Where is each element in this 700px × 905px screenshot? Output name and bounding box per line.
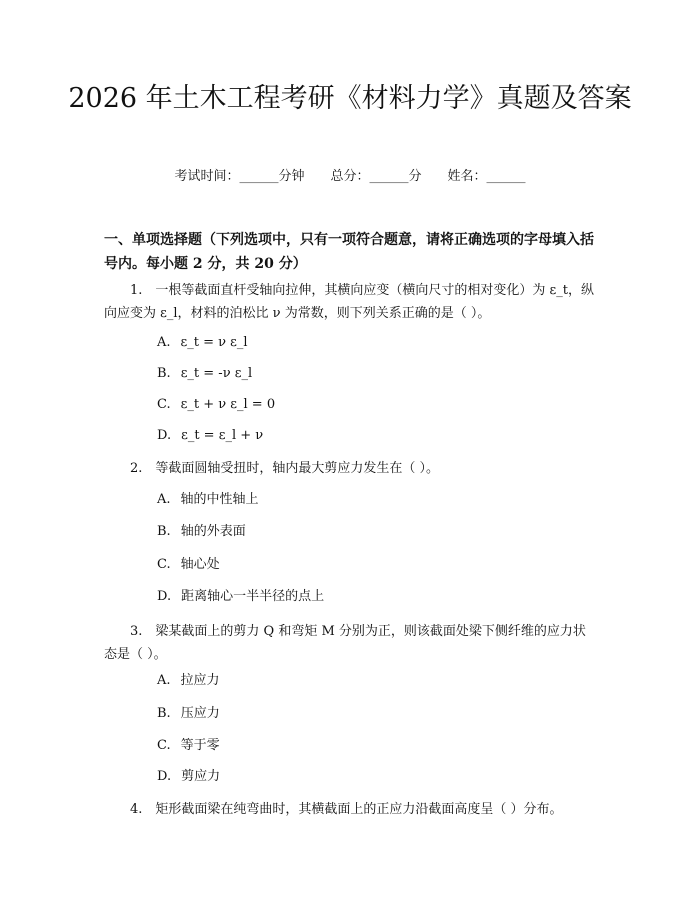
option-letter: A. <box>157 492 171 507</box>
option-letter: D. <box>157 589 172 604</box>
option-letter: D. <box>157 769 172 784</box>
total-score-field: 总分：______分 <box>330 169 422 184</box>
option-text: 轴的外表面 <box>180 524 246 539</box>
option-letter: C. <box>157 557 171 572</box>
option-text: 等于零 <box>180 738 220 753</box>
option-text: 轴的中性轴上 <box>180 492 259 507</box>
question-1-option-d <box>157 426 263 446</box>
option-letter: B. <box>157 524 171 539</box>
option-text: 距离轴心一半半径的点上 <box>181 589 325 604</box>
exam-time-field: 考试时间：______分钟 <box>174 169 305 184</box>
question-3-stem: 3. 梁某截面上的剪力 Q 和弯矩 M 分别为正，则该截面处梁下侧纤维的应力状态是（ ）。 <box>104 624 586 662</box>
option-letter: A. <box>157 335 171 350</box>
question-3-option-a <box>157 671 220 691</box>
question-1-option-c <box>157 395 275 415</box>
option-letter: C. <box>157 397 171 412</box>
document-title: 2026 年土木工程考研《材料力学》真题及答案 <box>68 83 632 114</box>
option-text: ε_t = -ν ε_l <box>180 366 253 381</box>
option-letter: B. <box>157 706 171 721</box>
option-letter: C. <box>157 738 171 753</box>
question-2-stem: 2. 等截面圆轴受扭时，轴内最大剪应力发生在（ ）。 <box>130 461 440 476</box>
option-text: ε_t + ν ε_l = 0 <box>180 397 276 412</box>
section-heading: 一、单项选择题（下列选项中，只有一项符合题意，请将正确选项的字母填入括号内。每小题 2 分，共 20 分） <box>104 232 594 272</box>
option-letter: D. <box>157 428 172 443</box>
option-text: 剪应力 <box>181 769 221 784</box>
question-3-option-c <box>157 736 220 756</box>
question-2-option-b <box>157 522 246 542</box>
question-3-option-d <box>157 767 220 787</box>
question-2-option-a <box>157 490 259 510</box>
option-text: ε_t = ε_l + ν <box>181 428 264 443</box>
question-1-option-b <box>157 364 252 384</box>
option-text: 压应力 <box>180 706 220 721</box>
option-text: ε_t = ν ε_l <box>180 335 248 350</box>
question-4-stem: 4. 矩形截面梁在纯弯曲时，其横截面上的正应力沿截面高度呈（ ）分布。 <box>130 802 563 817</box>
question-3-option-b <box>157 704 220 724</box>
option-text: 拉应力 <box>180 673 220 688</box>
option-text: 轴心处 <box>180 557 220 572</box>
question-1-stem: 1. 一根等截面直杆受轴向拉伸，其横向应变（横向尺寸的相对变化）为 ε_t，纵向应变为 ε_l，材料的泊松比 ν 为常数，则下列关系正确的是（ ）。 <box>104 283 594 321</box>
exam-meta <box>0 167 700 187</box>
question-2-option-d <box>157 587 324 607</box>
question-1-option-a <box>157 333 248 353</box>
question-2-option-c <box>157 555 220 575</box>
option-letter: B. <box>157 366 171 381</box>
option-letter: A. <box>157 673 171 688</box>
name-field: 姓名：______ <box>447 169 526 184</box>
